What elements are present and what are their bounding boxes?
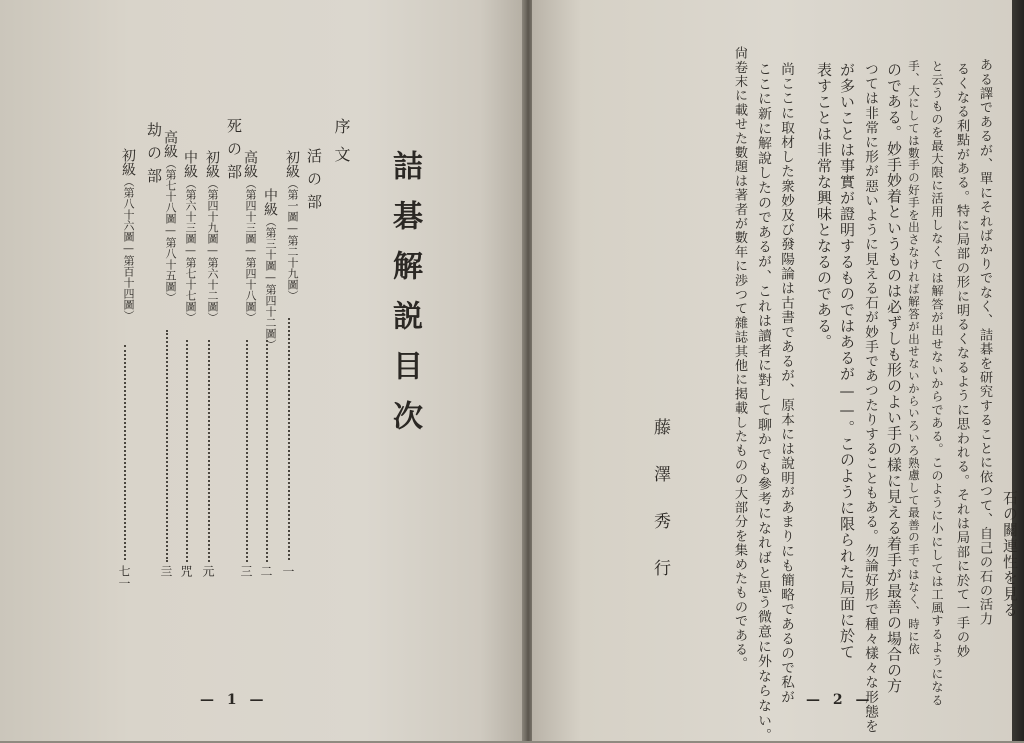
entry-level: 中級: [182, 150, 198, 178]
leader-dots: [166, 330, 168, 562]
page-edge-shadow: [1012, 0, 1024, 741]
leader-dots: [288, 318, 290, 560]
body-text-column: が多いことは事實が證明するものではあるが——。このように限られた局面に於て: [838, 62, 856, 660]
toc-entry: [282, 150, 302, 301]
body-text-column: 尙卷末に載せた數題は著者が數年に渉つて雜誌其他に掲載したものの大部分を集めたものである。: [732, 46, 747, 671]
page-footer-left: — 1 —: [200, 692, 268, 708]
entry-range: （第三十圖—第四十二圖）: [264, 216, 277, 350]
leader-dots: [266, 340, 268, 562]
body-text-column: のである。妙手妙着というものは必ずしも形のよい手の樣に見える着手が最善の場合の方: [885, 62, 902, 694]
preface-label: 序文: [332, 118, 351, 174]
entry-level: 高級: [242, 150, 258, 178]
toc-entry: [260, 188, 280, 350]
leader-dots: [124, 345, 126, 560]
author-name: 藤澤秀行: [650, 418, 670, 606]
toc-entry: [180, 150, 200, 323]
section-part-label: 劫の部: [145, 122, 163, 191]
entry-level: 初級: [204, 150, 220, 178]
body-text-column: 尚ここに取材した衆妙及び發陽論は古書であるが、原本には說明があまりにも簡略であるので私が: [778, 62, 794, 705]
body-text-column: ここに新に解說したのであるが、これは讀者に對して聊かでも參考になればと思う微意に外ならない。: [755, 62, 771, 743]
toc-title: 詰碁解説目次: [387, 150, 422, 450]
entry-page-number: 咒: [179, 565, 193, 577]
entry-page-number: 二: [259, 565, 273, 577]
entry-range: （第六十三圖—第七十七圖）: [184, 178, 197, 323]
section-part-label: 死の部: [225, 118, 243, 187]
toc-entry: [202, 150, 222, 323]
body-text-column: ある譯であるが、單にそればかりでなく、詰碁を研究することに依つて、自己の石の活力: [977, 58, 992, 626]
entry-level: 初級: [284, 150, 300, 178]
body-text-column: るくなる利點がある。特に局部の形に明るくなるように思われる。それは局部に於て一手の妙: [954, 62, 969, 659]
leader-dots: [246, 340, 248, 562]
entry-page-number: 元: [201, 565, 215, 577]
toc-entry: [118, 148, 138, 321]
entry-level: 高級: [162, 130, 178, 158]
leader-dots: [186, 340, 188, 562]
body-text-column: 手、大にしては數手の好手を出さなければ解答が出せないからいろいろ熟慮して最善の手ではなく、時に依: [907, 60, 921, 656]
entry-level: 初級: [120, 148, 136, 176]
entry-range: （第四十九圖—第六十二圖）: [206, 178, 219, 323]
body-text-column: 石の關連性を見る: [1001, 490, 1019, 618]
entry-level: 中級: [262, 188, 278, 216]
entry-page-number: 三: [239, 565, 253, 577]
body-text-column: つては非常に形が惡いように見える石が妙手であつたりすることもある。勿論好形で種々樣々な形態を: [862, 62, 878, 734]
entry-page-number: 亖: [159, 565, 173, 577]
entry-range: （第四十三圖—第四十八圖）: [244, 178, 257, 323]
page-footer-right: — 2 —: [806, 692, 874, 708]
body-text-column: 表すことは非常な興味となるのである。: [815, 62, 833, 350]
entry-range: （第一圖—第二十九圖）: [286, 178, 299, 301]
section-part-label: 活の部: [305, 148, 323, 217]
leader-dots: [208, 340, 210, 562]
entry-page-number: 七一: [117, 565, 131, 589]
entry-range: （第八十六圖—第百十四圖）: [122, 176, 135, 321]
entry-page-number: 一: [281, 565, 295, 577]
entry-range: （第七十八圖—第八十五圖）: [164, 158, 177, 303]
body-text-column: と云うものを最大限に活用しなくては解答が出せないからである。このように小にしては工風するようになる: [930, 60, 944, 707]
